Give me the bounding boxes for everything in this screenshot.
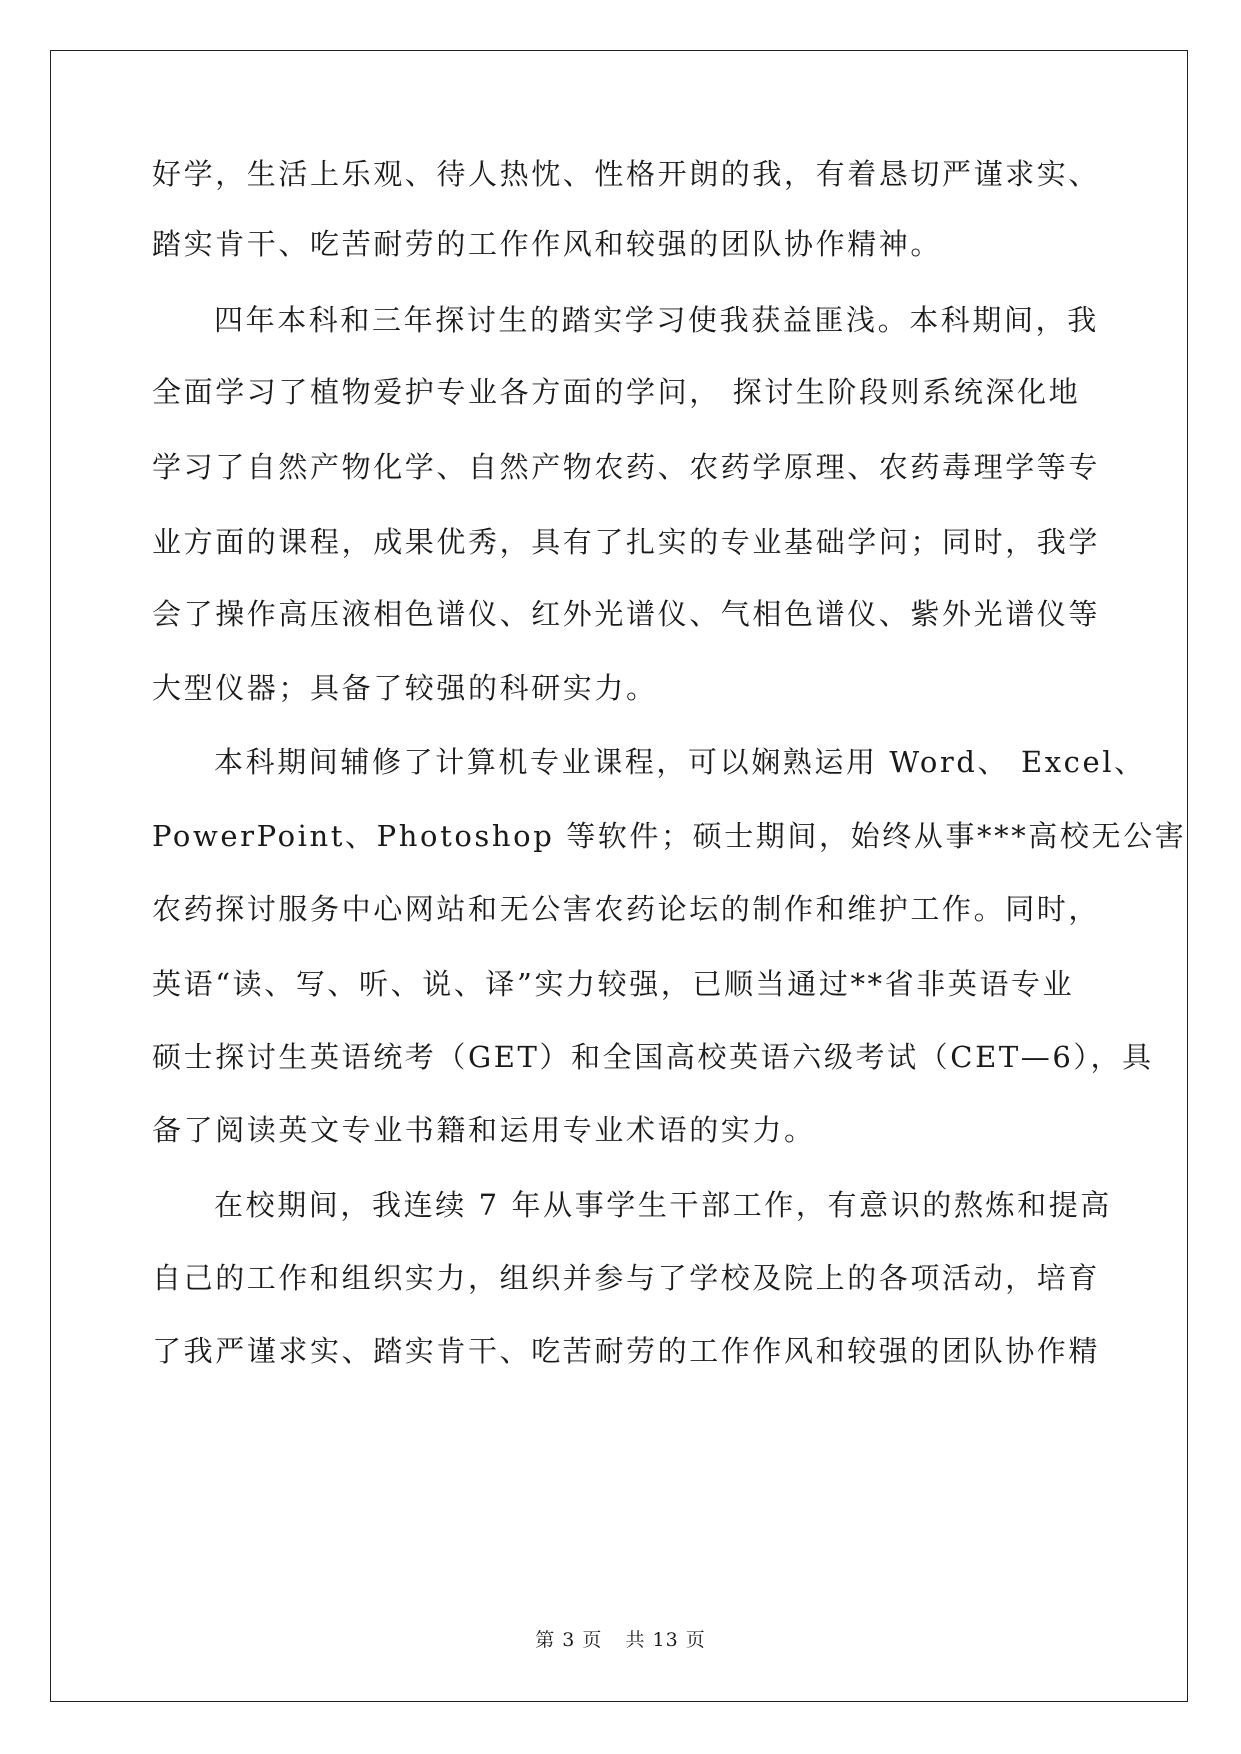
paragraph-start-line: 本科期间辅修了计算机专业课程，可以娴熟运用 Word、 Excel、 bbox=[214, 745, 1146, 779]
text-line: 好学，生活上乐观、待人热忱、性格开朗的我，有着恳切严谨求实、 bbox=[152, 157, 1101, 191]
page-border bbox=[50, 50, 1188, 1702]
text-line: 全面学习了植物爱护专业各方面的学问， 探讨生阶段则系统深化地 bbox=[152, 375, 1081, 409]
text-line: 踏实肯干、吃苦耐劳的工作作风和较强的团队协作精神。 bbox=[152, 227, 943, 261]
text-line: 学习了自然产物化学、自然产物农药、农药学原理、农药毒理学等专 bbox=[152, 450, 1101, 484]
text-line: 了我严谨求实、踏实肯干、吃苦耐劳的工作作风和较强的团队协作精 bbox=[152, 1334, 1101, 1368]
text-line: 农药探讨服务中心网站和无公害农药论坛的制作和维护工作。同时， bbox=[152, 892, 1101, 926]
text-line: 会了操作高压液相色谱仪、红外光谱仪、气相色谱仪、紫外光谱仪等 bbox=[152, 597, 1101, 631]
text-line: 业方面的课程，成果优秀，具有了扎实的专业基础学问；同时，我学 bbox=[152, 525, 1101, 559]
text-line: 大型仪器；具备了较强的科研实力。 bbox=[152, 671, 658, 705]
text-line: 自己的工作和组织实力，组织并参与了学校及院上的各项活动，培育 bbox=[152, 1261, 1101, 1295]
page-number: 第 3 页 bbox=[535, 1629, 603, 1651]
text-line: PowerPoint、Photoshop 等软件；硕士期间，始终从事***高校无公害 bbox=[152, 819, 1187, 853]
page-total: 共 13 页 bbox=[625, 1629, 706, 1651]
page-footer bbox=[0, 1625, 1241, 1652]
paragraph-start-line: 四年本科和三年探讨生的踏实学习使我获益匪浅。本科期间，我 bbox=[214, 303, 1099, 337]
text-line: 备了阅读英文专业书籍和运用专业术语的实力。 bbox=[152, 1113, 816, 1147]
text-line: 英语“读、写、听、说、译”实力较强，已顺当通过**省非英语专业 bbox=[152, 967, 1075, 1001]
text-line: 硕士探讨生英语统考（GET）和全国高校英语六级考试（CET—6），具 bbox=[152, 1040, 1154, 1074]
paragraph-start-line: 在校期间，我连续 7 年从事学生干部工作，有意识的熬炼和提高 bbox=[214, 1188, 1112, 1222]
